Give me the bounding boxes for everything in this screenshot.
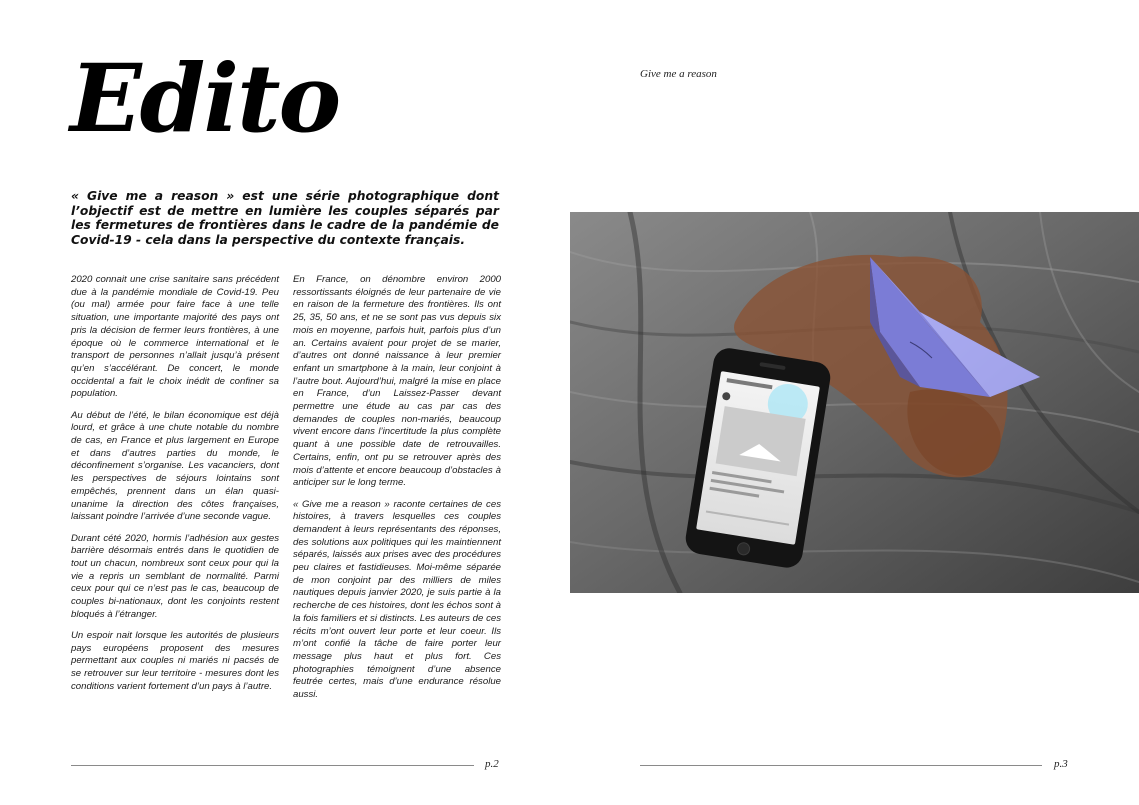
- running-title: Give me a reason: [640, 68, 717, 80]
- column1-paragraph-3: Durant cété 2020, hormis l’adhésion aux gestes barrière désormais entrés dans le quotidien de tout un chacun, nombreux sont ceux pour qui la vie a repris un semblant de normalité. Parmi ceux pour qui ce n’est pas le cas, beaucoup de couples bi-nationaux, dont les conjoints restent bloqués à l’étranger.: [71, 532, 279, 620]
- column1-paragraph-4: Un espoir nait lorsque les autorités de plusieurs pays européens proposent des mesures permettant aux couples ni mariés ni pacsés de se retrouver sur leur territoire - mesures dont les conditions varient fortement d’un pays à l’autre.: [71, 630, 279, 692]
- column1-paragraph-1: 2020 connait une crise sanitaire sans précédent due à la pandémie mondiale de Covid-19. Peu (ou mal) armée pour faire face à une telle situation, une importante majorité des pays ont pris la décision de fermer leurs frontières, à une époque où le commerce international et le transport de personnes n’allait jusqu’à présent qu’en s’accélérant. De concert, le monde occidental a fait le choix inédit de confiner sa population.: [71, 274, 279, 400]
- footer-rule-right: [640, 765, 1042, 766]
- column2-paragraph-1: En France, on dénombre environ 2000 ressortissants éloignés de leur partenaire de vie en raison de la fermeture des frontières. Ils ont 25, 35, 50 ans, et ne se sont pas vus depuis six mois en moyenne, parfois huit, parfois plus d’un an. Certains avaient pour projet de se marier, d’autres ont donné naissance à leur premier enfant un smartphone à la main, leur conjoint à l’autre bout. Aujourd’hui, malgré la mise en place en France, d’un Laissez-Passer devant permettre une étude au cas par cas des demandes de couples non-mariés, beaucoup vivent encore dans l’incertitude la plus complète quant à une possible date de retrouvailles. Certains, enfin, ont pu se retrouver après des mois d’attente et encore beaucoup d’obstacles à anticiper sur le long terme.: [293, 274, 501, 489]
- photo-phone-paper-boat: [570, 212, 1139, 593]
- footer-rule-left: [71, 765, 474, 766]
- photo-illustration: [570, 212, 1139, 593]
- column2-paragraph-2: « Give me a reason » raconte certaines de ces histoires, à travers lesquelles ces couples demandent à leurs représentants des réponses, des solutions aux politiques qui les maintiennent séparés, laissés aux prises avec des procédures peu claires et fastidieuses. Moi-même séparée de mon conjoint par des milliers de miles nautiques depuis janvier 2020, je suis partie à la recherche de ces histoires, dont les échos sont à la fois familiers et si distincts. Les auteurs de ces récits m’ont ouvert leur porte et leur coeur. Ils m’ont confié la tâche de faire porter leur message plus haut et plus fort. Ces photographies témoignent d’une absence feutrée certes, mais d’une endurance résolue aussi.: [293, 498, 501, 701]
- column1-paragraph-2: Au début de l’été, le bilan économique est déjà lourd, et grâce à une chute notable du nombre de cas, en France et plus largement en Europe et dans d’autres parties du monde, le déconfinement s’organise. Les vacanciers, dont les perspectives de séjours lointains sont empêchés, prennent dans un élan quasi-unanime la direction des côtes françaises, laissant poindre l’arrivée d’une seconde vague.: [71, 409, 279, 523]
- lead-paragraph: « Give me a reason » est une série photographique dont l’objectif est de mettre en lumière les couples séparés par les fermetures de frontières dans le cadre de la pandémie de Covid-19 - cela dans la perspective du contexte français.: [71, 189, 499, 247]
- page-number-right: p.3: [1054, 758, 1068, 770]
- text-column-1: [71, 274, 279, 702]
- page-title: Edito: [70, 44, 340, 154]
- page-number-left: p.2: [485, 758, 499, 770]
- text-column-2: [293, 274, 501, 710]
